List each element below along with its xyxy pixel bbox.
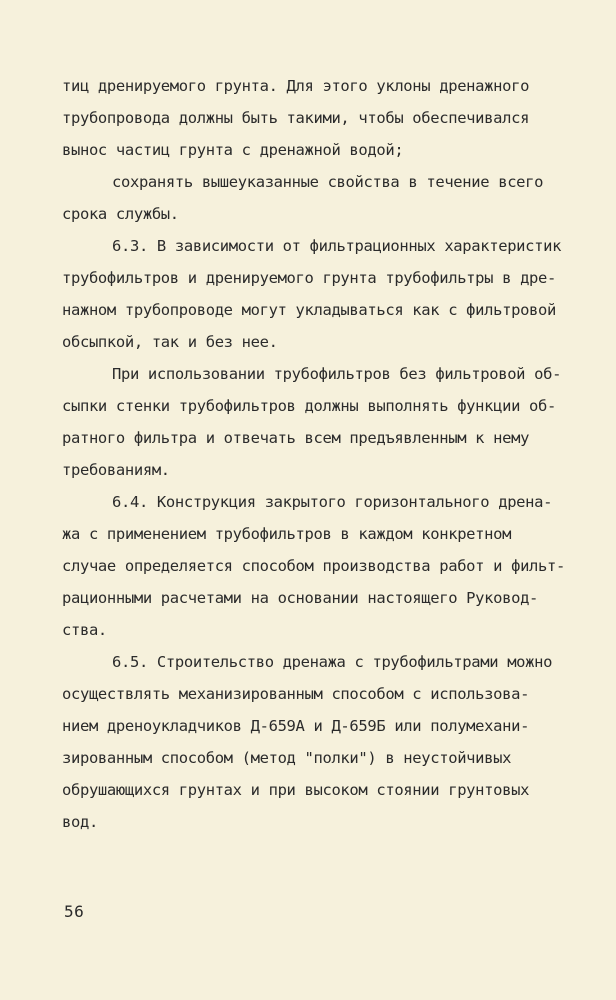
text-line: трубофильтров и дренируемого грунта трубофильтры в дре- bbox=[62, 269, 556, 287]
text-line: сохранять вышеуказанные свойства в течение всего bbox=[112, 173, 544, 191]
text-line: зированным способом (метод "полки") в неустойчивых bbox=[62, 749, 512, 767]
text-line: трубопровода должны быть такими, чтобы обеспечивался bbox=[62, 109, 530, 127]
text-line: жа с применением трубофильтров в каждом конкретном bbox=[62, 525, 512, 543]
text-line: срока службы. bbox=[62, 205, 179, 223]
text-line: осуществлять механизированным способом с использова- bbox=[62, 685, 530, 703]
text-line: вынос частиц грунта с дренажной водой; bbox=[62, 141, 404, 159]
text-line: ратного фильтра и отвечать всем предъявленным к нему bbox=[62, 429, 530, 447]
text-line: тиц дренируемого грунта. Для этого уклоны дренажного bbox=[62, 77, 530, 95]
text-line: 6.3. В зависимости от фильтрационных характеристик bbox=[112, 237, 562, 255]
text-line: При использовании трубофильтров без фильтровой об- bbox=[112, 365, 562, 383]
text-line: 6.5. Строительство дренажа с трубофильтрами можно bbox=[112, 653, 553, 671]
text-line: случае определяется способом производства работ и фильт- bbox=[62, 557, 565, 575]
page-number: 56 bbox=[64, 902, 85, 921]
text-line: обрушающихся грунтах и при высоком стоянии грунтовых bbox=[62, 781, 530, 799]
text-line: рационными расчетами на основании настоящего Руковод- bbox=[62, 589, 539, 607]
text-line: ства. bbox=[62, 621, 107, 639]
text-line: 6.4. Конструкция закрытого горизонтального дрена- bbox=[112, 493, 553, 511]
text-line: сыпки стенки трубофильтров должны выполнять функции об- bbox=[62, 397, 556, 415]
text-line: обсыпкой, так и без нее. bbox=[62, 333, 278, 351]
text-line: требованиям. bbox=[62, 461, 170, 479]
text-line: вод. bbox=[62, 813, 98, 831]
text-line: нажном трубопроводе могут укладываться как с фильтровой bbox=[62, 301, 556, 319]
text-line: нием дреноукладчиков Д-659А и Д-659Б или полумехани- bbox=[62, 717, 530, 735]
